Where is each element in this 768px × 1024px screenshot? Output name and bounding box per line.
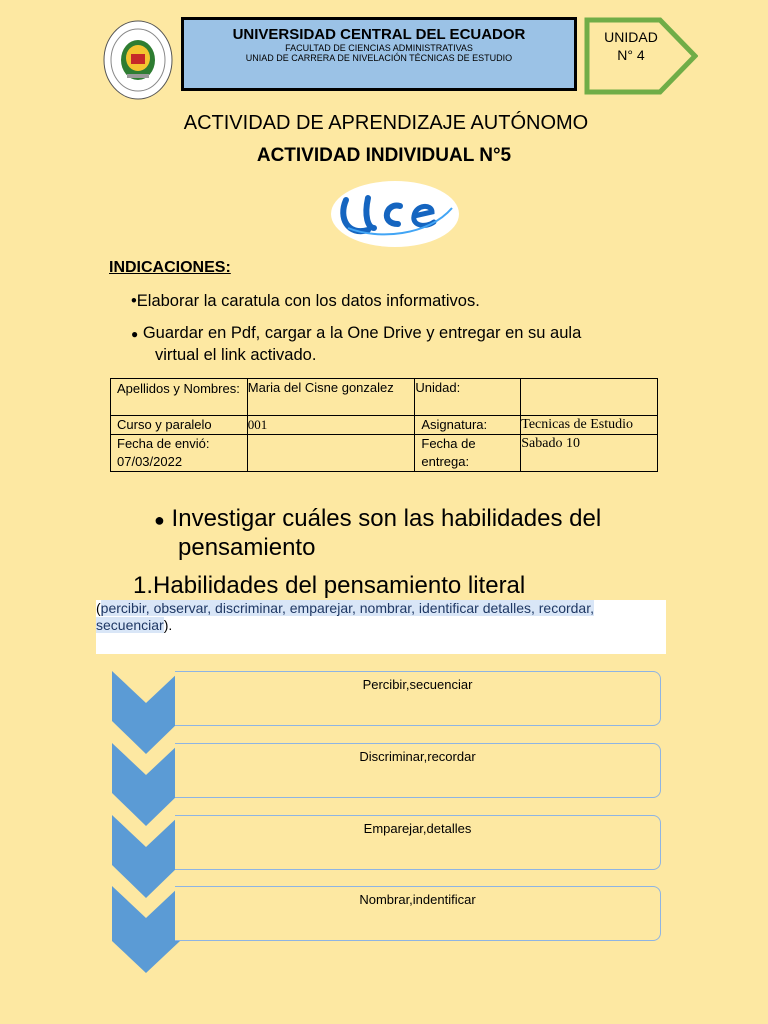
activity-title: ACTIVIDAD DE APRENDIZAJE AUTÓNOMO (183, 112, 589, 134)
list-item: Nombrar,indentificar (175, 886, 661, 941)
unidad-label-cell: Unidad: (415, 379, 521, 416)
chevron-2 (112, 743, 180, 826)
apellidos-value: Maria del Cisne gonzalez (247, 379, 415, 416)
paren-open: ( (96, 600, 101, 616)
literal-thinking-description (96, 600, 666, 654)
chevron-4 (112, 886, 180, 973)
chevron-1 (112, 671, 180, 754)
uce-virtual-logo (328, 178, 462, 250)
asignatura-label: Asignatura: (415, 416, 521, 435)
student-info-table (110, 378, 658, 472)
unidad-label-group (592, 28, 670, 64)
chevron-list-graphic (112, 671, 180, 976)
curso-value: 001 (247, 416, 415, 435)
list-item: Percibir,secuenciar (175, 671, 661, 726)
unit-career: UNIAD DE CARRERA DE NIVELACIÓN TÉCNICAS DE ESTUDIO (245, 53, 513, 63)
indication-item-1-text: Elaborar la caratula con los datos informativos. (136, 292, 480, 310)
list-item: Emparejar,detalles (175, 815, 661, 870)
university-title-box (181, 17, 577, 91)
faculty-name: FACULTAD DE CIENCIAS ADMINISTRATIVAS (285, 43, 473, 53)
indication-item-2-cont: virtual el link activado. (155, 346, 317, 364)
unidad-value-cell (521, 379, 658, 416)
fecha-envio-value (247, 435, 415, 472)
indication-item-1 (131, 291, 480, 312)
apellidos-label: Apellidos y Nombres: (111, 379, 248, 416)
paren-close: ). (163, 617, 173, 633)
table-row (111, 435, 658, 472)
research-bullet-text: Investigar cuáles son las habilidades del (171, 505, 602, 532)
indications-heading: INDICACIONES: (109, 259, 231, 276)
indication-item-2-text: Guardar en Pdf, cargar a la One Drive y entregar en su aula (142, 324, 582, 342)
table-row (111, 416, 658, 435)
unidad-number: N° 4 (617, 47, 645, 63)
fecha-envio-label: Fecha de envió: 07/03/2022 (111, 435, 248, 472)
university-seal (103, 20, 173, 100)
indication-item-2 (131, 323, 651, 366)
bullet-icon: • (131, 292, 137, 310)
fecha-entrega-value: Sabado 10 (521, 435, 658, 472)
table-row (111, 379, 658, 416)
bullet-icon: ● (154, 510, 165, 530)
university-name: UNIVERSIDAD CENTRAL DEL ECUADOR (232, 26, 526, 43)
fecha-entrega-label: Fecha de entrega: (415, 435, 521, 472)
research-bullet (154, 505, 674, 562)
literal-skills-list: percibir, observar, discriminar, emparejar, nombrar, identificar detalles, recordar, secuenciar (96, 600, 595, 633)
research-bullet-cont: pensamiento (178, 534, 316, 561)
unidad-label: UNIDAD (604, 29, 658, 45)
activity-subtitle: ACTIVIDAD INDIVIDUAL N°5 (256, 145, 512, 166)
curso-label: Curso y paralelo (111, 416, 248, 435)
bullet-icon: ● (131, 327, 139, 341)
asignatura-value: Tecnicas de Estudio (521, 416, 658, 435)
list-item: Discriminar,recordar (175, 743, 661, 798)
literal-thinking-title: 1.Habilidades del pensamiento literal (133, 572, 526, 599)
chevron-3 (112, 815, 180, 898)
